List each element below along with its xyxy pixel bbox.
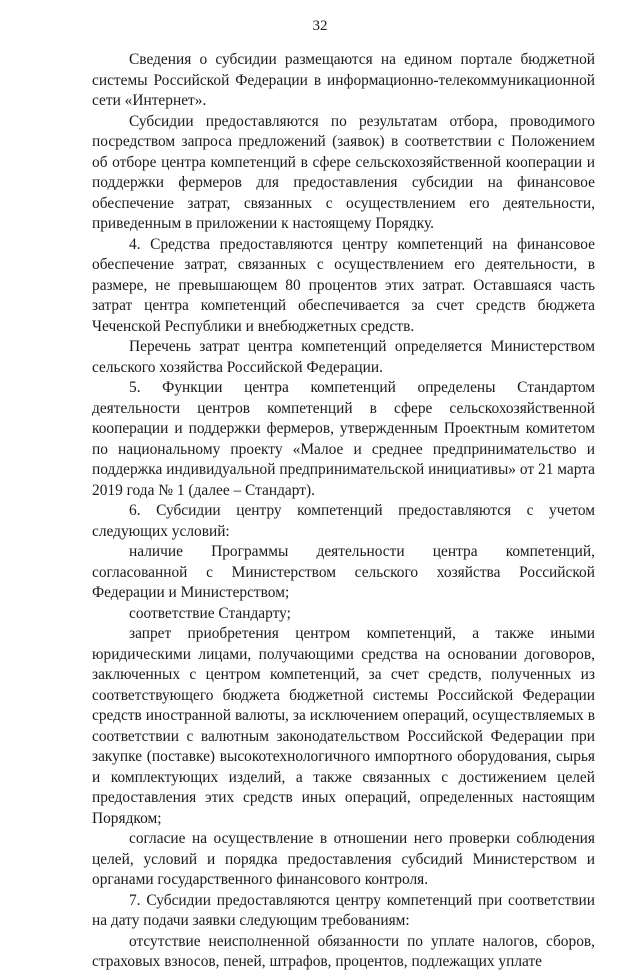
document-body (92, 50, 595, 973)
paragraph-item-6: 6. Субсидии центру компетенций предоставляются с учетом следующих условий: (92, 502, 595, 540)
page-number: 32 (312, 18, 328, 34)
paragraph-cost-list: Перечень затрат центра компетенций определяется Министерством сельского хозяйства Российской Федерации. (92, 338, 595, 376)
paragraph-selection: Субсидии предоставляются по результатам отбора, проводимого посредством запроса предложений (заявок) в соответствии с Положением об отборе центра компетенций в сфере сельскохозяйственной кооперации и поддержки фермеров для предоставления субсидии на финансовое обеспечение затрат, связанных с осуществлением его деятельности, приведенным в приложении к настоящему Порядку. (92, 112, 595, 232)
paragraph-condition-currency-ban: запрет приобретения центром компетенций, а также иными юридическими лицами, получающими средства на основании договоров, заключенных с центром компетенций, за счет средств, полученных из соответствующего бюджета бюджетной системы Российской Федерации средств иностранной валюты, за исключением операций, осуществляемых в соответствии с валютным законодательством Российской Федерации при закупке (поставке) высокотехнологичного импортного оборудования, сырья и комплектующих изделий, а также связанных с достижением целей предоставления этих средств иных операций, определенных настоящим Порядком; (92, 625, 595, 827)
paragraph-condition-standard: соответствие Стандарту; (129, 604, 291, 622)
paragraph-item-7: 7. Субсидии предоставляются центру компетенций при соответствии на дату подачи заявки следующим требованиям: (92, 891, 595, 929)
paragraph-item-5: 5. Функции центра компетенций определены Стандартом деятельности центров компетенций в сфере сельскохозяйственной кооперации и поддержки фермеров, утвержденным Проектным комитетом по национальному проекту «Малое и среднее предпринимательство и поддержка индивидуальной предпринимательской инициативы» от 21 марта 2019 года № 1 (далее – Стандарт). (92, 379, 595, 499)
paragraph-condition-audit-consent: согласие на осуществление в отношении него проверки соблюдения целей, условий и порядка предоставления субсидий Министерством и органами государственного финансового контроля. (92, 830, 595, 888)
paragraph-item-4: 4. Средства предоставляются центру компетенций на финансовое обеспечение затрат, связанных с осуществлением его деятельности, в размере, не превышающем 80 процентов этих затрат. Оставшаяся часть затрат центра компетенций обеспечивается за счет средств бюджета Чеченской Республики и внебюджетных средств. (92, 235, 595, 335)
paragraph-condition-program: наличие Программы деятельности центра компетенций, согласованной с Министерством сельского хозяйства Российской Федерации и Министерством; (92, 543, 595, 601)
paragraph-portal-info: Сведения о субсидии размещаются на едином портале бюджетной системы Российской Федерации в информационно-телекоммуникационной сети «Интернет». (92, 51, 595, 109)
paragraph-requirement-taxes: отсутствие неисполненной обязанности по уплате налогов, сборов, страховых взносов, пеней, штрафов, процентов, подлежащих уплате (92, 932, 595, 970)
